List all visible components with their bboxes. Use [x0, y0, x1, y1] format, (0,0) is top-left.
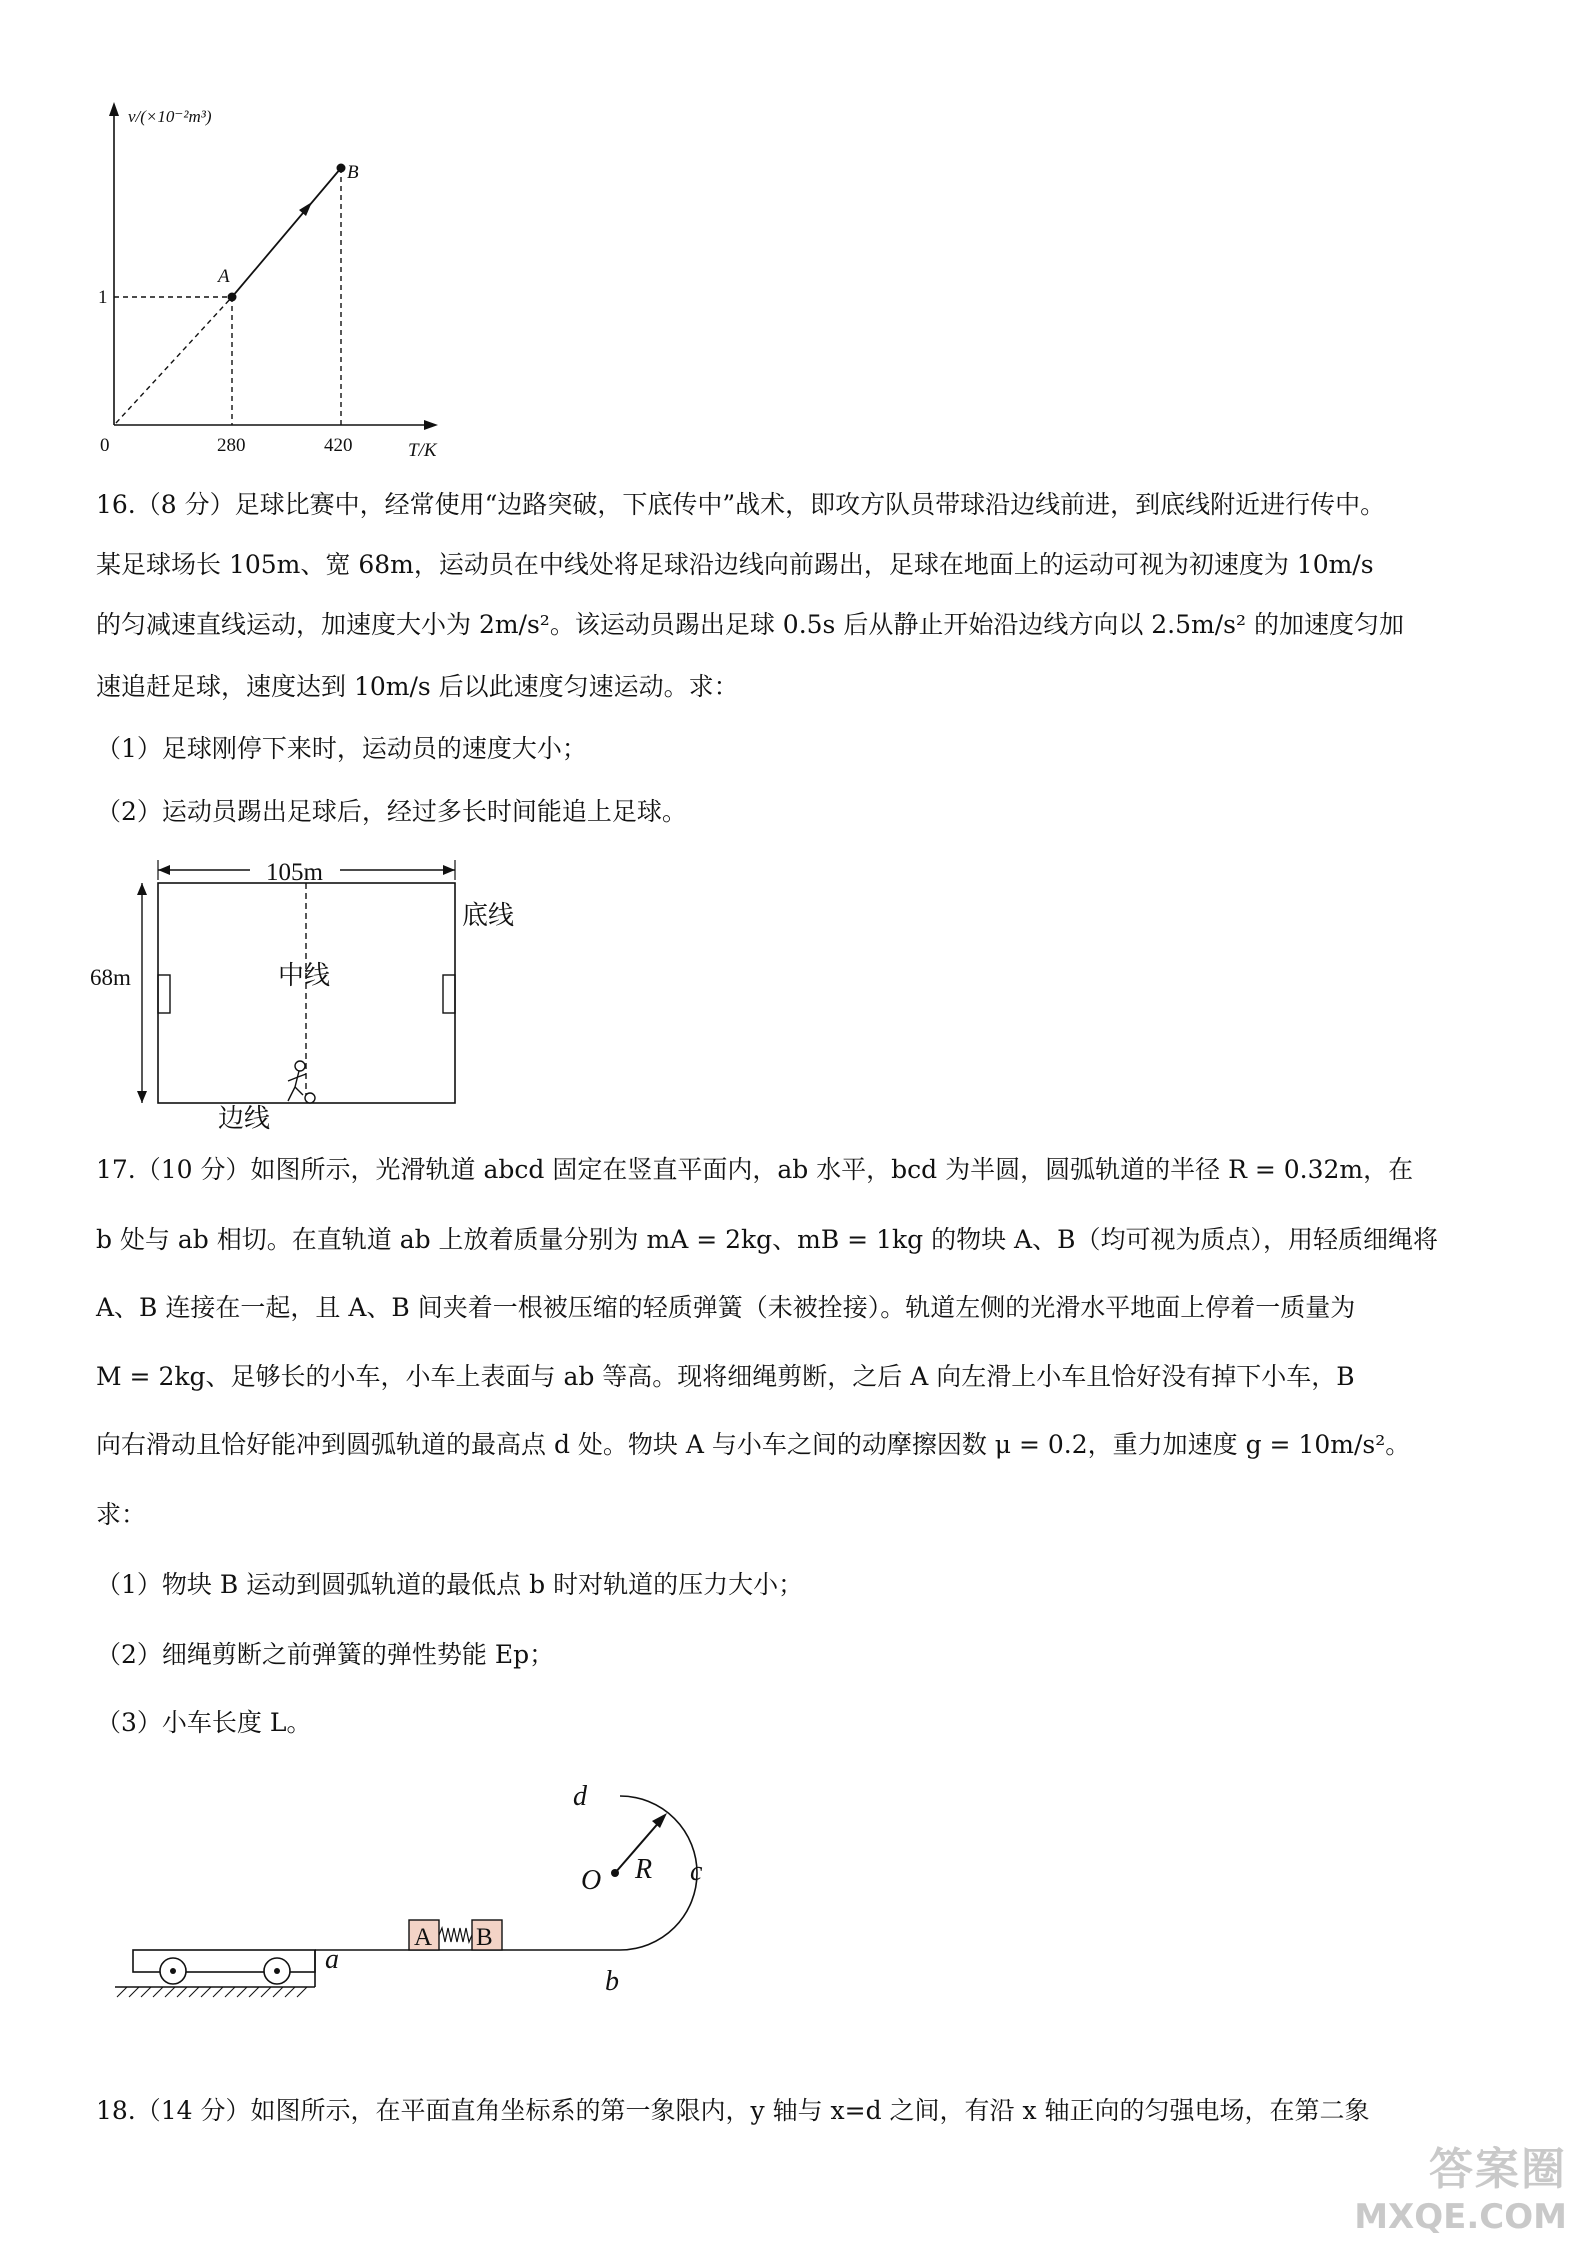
- y-axis-arrow: [109, 102, 119, 116]
- label-d: d: [573, 1781, 587, 1812]
- length-arrow-right: [443, 865, 455, 875]
- q17-line-4: M = 2kg、足够长的小车，小车上表面与 ab 等高。现将细绳剪断，之后 A 向左滑上小车且恰好没有掉下小车，B: [96, 1362, 1355, 1391]
- field-diagram: [90, 855, 540, 1134]
- q17-line-3: A、B 连接在一起，且 A、B 间夹着一根被压缩的轻质弹簧（未被拴接）。轨道左侧的光滑水平地面上停着一质量为: [96, 1293, 1356, 1322]
- x-axis-label: T/K: [408, 440, 437, 461]
- label-r: R: [635, 1854, 653, 1885]
- q17-line-1: 17.（10 分）如图所示，光滑轨道 abcd 固定在竖直平面内，ab 水平，bcd 为半圆，圆弧轨道的半径 R = 0.32m，在: [96, 1155, 1414, 1184]
- q17-sub-1: （1）物块 B 运动到圆弧轨道的最低点 b 时对轨道的压力大小；: [96, 1570, 804, 1599]
- spring: [439, 1928, 472, 1942]
- left-goal: [158, 975, 170, 1013]
- track-diagram: [105, 1765, 745, 2010]
- right-goal: [443, 975, 455, 1013]
- end-line-label: 底线: [462, 901, 515, 931]
- origin-label: 0: [100, 435, 110, 456]
- football-icon: [305, 1093, 315, 1103]
- q17-line-2: b 处与 ab 相切。在直轨道 ab 上放着质量分别为 mA = 2kg、mB = 1kg 的物块 A、B（均可视为质点），用轻质细绳将: [96, 1225, 1438, 1254]
- x-tick-420: 420: [324, 435, 353, 456]
- q17-line-5: 向右滑动且恰好能冲到圆弧轨道的最高点 d 处。物块 A 与小车之间的动摩擦因数 μ = 0.2，重力加速度 g = 10m/s²。: [96, 1430, 1411, 1459]
- q16-line-4: 速追赶足球，速度达到 10m/s 后以此速度匀速运动。求：: [96, 672, 739, 701]
- radius-arrow: [652, 1813, 667, 1828]
- q16-line-1: 16.（8 分）足球比赛中，经常使用“边路突破，下底传中”战术，即攻方队员带球沿边线前进，到底线附近进行传中。: [96, 490, 1386, 519]
- center-line-label: 中线: [278, 961, 331, 991]
- q17-line-6: 求：: [96, 1500, 147, 1529]
- x-tick-280: 280: [217, 435, 246, 456]
- watermark: [1354, 2133, 1567, 2237]
- y-axis-label: v/(×10⁻²m³): [128, 107, 212, 126]
- q18-line-1: 18.（14 分）如图所示，在平面直角坐标系的第一象限内，y 轴与 x=d 之间，有沿 x 轴正向的匀强电场，在第二象: [96, 2096, 1370, 2125]
- watermark-bottom: MXQE.COM: [1354, 2197, 1567, 2237]
- q16-line-3: 的匀减速直线运动，加速度大小为 2m/s²。该运动员踢出足球 0.5s 后从静止开始沿边线方向以 2.5m/s² 的加速度匀加: [96, 610, 1404, 639]
- q16-line-2: 某足球场长 105m、宽 68m，运动员在中线处将足球沿边线向前踢出，足球在地面上的运动可视为初速度为 10m/s: [96, 550, 1374, 579]
- q16-sub-1: （1）足球刚停下来时，运动员的速度大小；: [96, 734, 587, 763]
- cart-wheel-right: [264, 1958, 290, 1984]
- line-a-to-b: [232, 168, 341, 297]
- q17-sub-2: （2）细绳剪断之前弹簧的弹性势能 Ep；: [96, 1640, 555, 1669]
- label-c: c: [690, 1856, 703, 1887]
- side-line-label: 边线: [218, 1104, 271, 1134]
- label-a: a: [325, 1944, 339, 1975]
- point-b-label: B: [347, 162, 359, 183]
- label-b: b: [605, 1966, 619, 1997]
- x-axis-arrow: [424, 420, 438, 430]
- watermark-top: 答案圈: [1429, 2144, 1567, 2195]
- v-t-graph: [100, 100, 460, 470]
- q16-sub-2: （2）运动员踢出足球后，经过多长时间能追上足球。: [96, 797, 687, 826]
- y-tick-1: 1: [98, 287, 108, 308]
- q17-sub-3: （3）小车长度 L。: [96, 1708, 312, 1737]
- cart-wheel-left: [160, 1958, 186, 1984]
- width-label: 68m: [90, 965, 131, 990]
- block-a-label: A: [414, 1924, 433, 1951]
- direction-arrow: [299, 202, 312, 216]
- point-a: [228, 293, 237, 302]
- dashed-origin-to-a: [116, 297, 232, 423]
- point-b: [337, 164, 346, 173]
- point-a-label: A: [218, 266, 230, 287]
- player-icon: [288, 1061, 306, 1101]
- ground-hatch: [117, 1987, 307, 1997]
- block-b-label: B: [476, 1924, 493, 1951]
- label-o: O: [581, 1865, 602, 1896]
- length-arrow-left: [158, 865, 170, 875]
- length-label: 105m: [266, 859, 323, 886]
